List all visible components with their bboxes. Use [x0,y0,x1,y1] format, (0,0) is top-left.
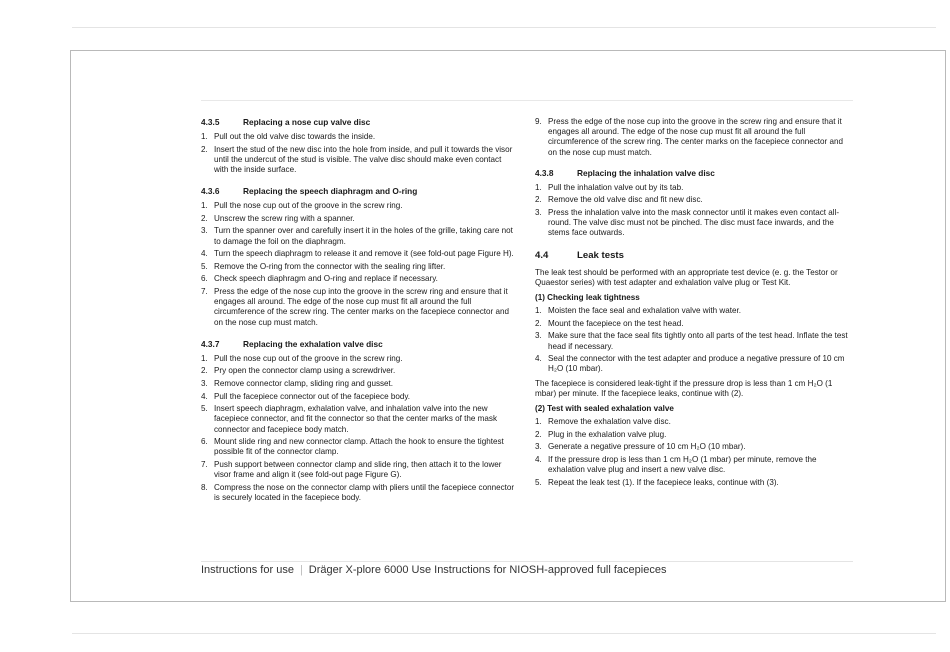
section-heading [201,339,517,349]
section-4-4 [535,250,851,488]
section-title: Leak tests [577,249,624,261]
section-heading [201,117,517,127]
step-list [535,183,851,239]
section-4-3-5 [201,117,517,175]
list-item: 1. Remove the exhalation valve disc. [535,417,671,427]
list-item: 3. Generate a negative pressure of 10 cm H₂O (10 mbar). [535,442,746,452]
step-list [201,201,517,328]
step-list [201,132,517,175]
section-number: 4.3.7 [201,338,220,349]
step-list-continued [535,117,851,158]
list-item: 2. Unscrew the screw ring with a spanner. [201,213,355,223]
page-footer [201,564,666,576]
page-header-rule [201,100,853,101]
footer-right-text: Dräger X-plore 6000 Use Instructions for NIOSH-approved full facepieces [308,564,667,576]
document-page [70,50,946,602]
section-number: 4.3.8 [535,167,554,178]
subsection-title: (1) Checking leak tightness [535,293,640,303]
list-item: 2. Mount the facepiece on the test head. [535,318,684,328]
section-title: Replacing the inhalation valve disc [577,167,715,178]
list-item: 7. Push support between connector clamp and slide ring, then attach it to the lower visor frame and align it (see fold-out page Figure G). [201,459,502,480]
list-item: 1. Moisten the face seal and exhalation valve with water. [535,306,742,316]
section-number: 4.3.6 [201,186,220,197]
list-item: 2. Plug in the exhalation valve plug. [535,429,667,439]
list-item: 1. Pull the nose cup out of the groove in the screw ring. [201,201,403,211]
list-item: 9. Press the edge of the nose cup into the groove in the screw ring and ensure that it engages all around. The edge of the nose cup must fit all around the full circumference of the screw ring. The center marks on the facepiece connector and on the nose cup must match. [535,117,843,157]
list-item: 1. Pull the inhalation valve out by its tab. [535,182,684,192]
list-item: 5. Insert speech diaphragm, exhalation valve, and inhalation valve into the new facepiece connector, and fit the connector so that the center marks of the mask connector and facepiece body match. [201,404,497,434]
section-4-3-7 [201,339,517,503]
section-4-3-6 [201,186,517,328]
subsection-title: (2) Test with sealed exhalation valve [535,404,674,414]
section-number: 4.3.5 [201,117,220,127]
list-item: 5. Remove the O-ring from the connector with the sealing ring lifter. [201,261,446,271]
list-item: 2. Remove the old valve disc and fit new disc. [535,195,703,205]
list-item: 3. Turn the spanner over and carefully insert it in the holes of the grille, taking care not to damage the foil on the diaphragm. [201,226,513,246]
intro-paragraph: The leak test should be performed with an appropriate test device (e. g. the Testor or Quaestor series) with test adapter and exhalation valve plug or Test Kit. [535,267,838,287]
list-item: 7. Press the edge of the nose cup into the groove in the screw ring and ensure that it engages all around. The edge of the nose cup must fit all around the full circumference of the screw ring. The center marks on the facepiece connector and on the nose cup must match. [201,286,509,327]
left-column [201,117,517,514]
section-heading [201,186,517,196]
list-item: 2. Pry open the connector clamp using a screwdriver. [201,366,396,376]
section-number: 4.4 [535,249,549,261]
list-item: 6. Check speech diaphragm and O-ring and replace if necessary. [201,274,438,284]
section-title: Replacing the exhalation valve disc [243,338,383,349]
section-heading [535,250,851,262]
list-item: 1. Pull the nose cup out of the groove in the screw ring. [201,353,403,363]
list-item: 6. Mount slide ring and new connector clamp. Attach the hook to ensure the tightest possible fit of the connector clamp. [201,437,504,457]
top-divider [72,27,936,28]
list-item: 4. If the pressure drop is less than 1 cm H₂O (1 mbar) per minute, remove the exhalation valve plug and insert a new valve disc. [535,455,817,475]
right-column [535,117,851,499]
section-title: Replacing the speech diaphragm and O-ring [243,186,418,197]
list-item: 5. Repeat the leak test (1). If the facepiece leaks, continue with (3). [535,477,779,487]
list-item: 2. Insert the stud of the new disc into the hole from inside, and pull it towards the visor until the undercut of the stud is visible. The valve disc should make even contact with the inside surface. [201,144,513,174]
list-item: 3. Make sure that the face seal fits tightly onto all parts of the test head. Inflate the test head if necessary. [535,331,848,351]
list-item: 4. Turn the speech diaphragm to release it and remove it (see fold-out page Figure H). [201,249,514,259]
note-paragraph: The facepiece is considered leak-tight if the pressure drop is less than 1 cm H₂O (1 mbar) per minute. If the facepiece leaks, continue with (2). [535,378,833,398]
list-item: 3. Press the inhalation valve into the mask connector until it makes even contact all-round. The valve disc must not be pinched. The disc must face inwards, and the stems face outwards. [535,208,840,238]
step-list [535,417,851,488]
list-item: 4. Seal the connector with the test adapter and produce a negative pressure of 10 cm H₂O (10 mbar). [535,354,845,374]
section-title: Replacing a nose cup valve disc [243,117,371,127]
step-list [535,306,851,374]
bottom-divider [72,633,936,634]
list-item: 1. Pull out the old valve disc towards the inside. [201,132,376,141]
step-list [201,354,517,503]
list-item: 3. Remove connector clamp, sliding ring and gusset. [201,378,394,388]
footer-left-text: Instructions for use [201,564,294,576]
list-item: 4. Pull the facepiece connector out of the facepiece body. [201,391,411,401]
list-item: 8. Compress the nose on the connector clamp with pliers until the facepiece connector is securely located in the facepiece body. [201,482,515,502]
footer-separator: | [299,564,303,576]
section-4-3-8 [535,168,851,239]
section-heading [535,168,851,178]
footer-rule [201,561,853,562]
